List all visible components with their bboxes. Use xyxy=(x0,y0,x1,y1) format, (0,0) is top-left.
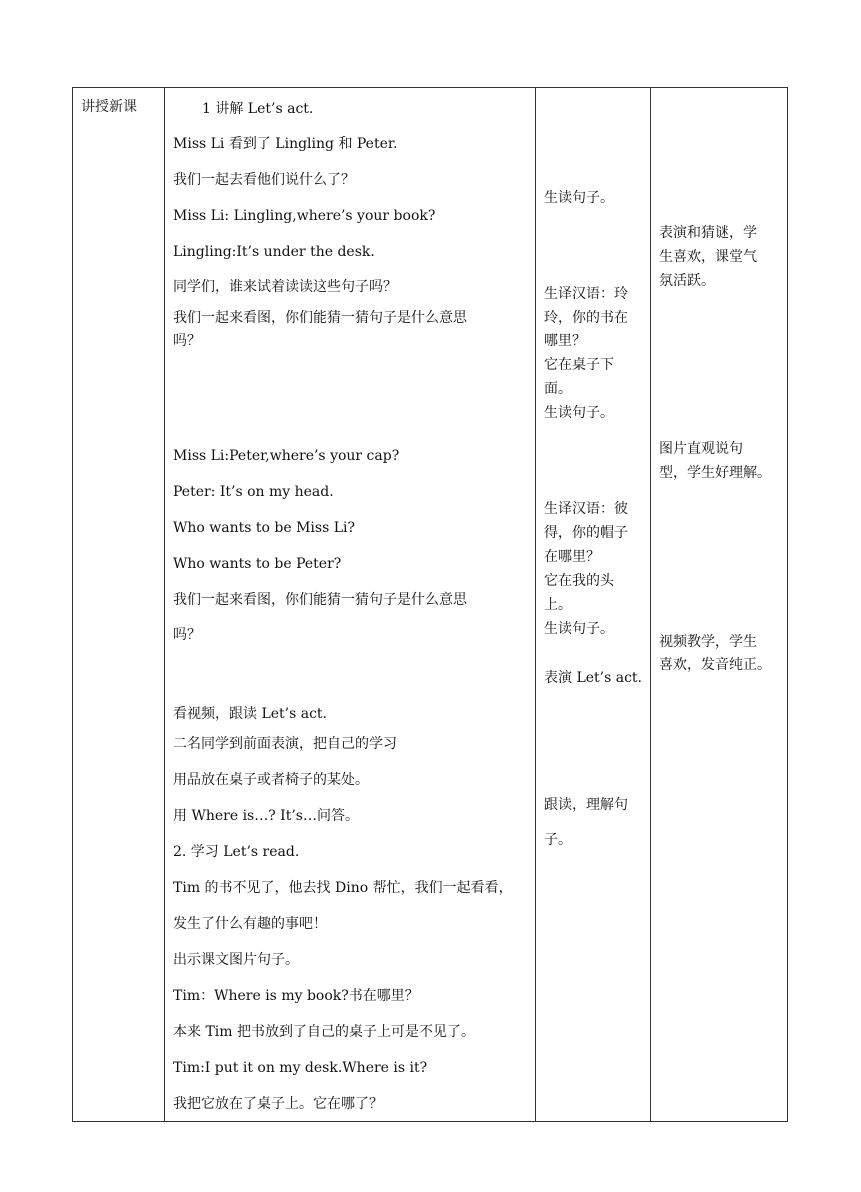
lesson-table xyxy=(72,87,788,1122)
intent-line: 氛活跃。 xyxy=(659,273,715,289)
content-line: 我们一起来看图，你们能猜一猜句子是什么意思 xyxy=(173,310,467,326)
content-line: Miss Li 看到了 Lingling 和 Peter. xyxy=(173,136,398,152)
activity-line: 在哪里？ xyxy=(544,549,600,565)
content-line: 同学们，谁来试着读读这些句子吗？ xyxy=(173,279,397,295)
activity-line: 上。 xyxy=(544,597,572,613)
teaching-content-cell xyxy=(165,88,535,1121)
content-line: 1 讲解 Let’s act. xyxy=(202,101,314,117)
activity-line: 生译汉语：玲 xyxy=(544,286,628,302)
content-line: 吗？ xyxy=(173,627,201,643)
activity-line: 生译汉语：彼 xyxy=(544,501,628,517)
student-activity-cell xyxy=(536,88,650,1121)
activity-line: 生读句子。 xyxy=(544,190,614,206)
content-line: 用品放在桌子或者椅子的某处。 xyxy=(173,772,369,788)
content-line: 我们一起来看图，你们能猜一猜句子是什么意思 xyxy=(173,592,467,608)
content-line: Miss Li:Peter,where’s your cap? xyxy=(173,448,400,464)
design-intent-cell xyxy=(651,88,788,1121)
content-line: 二名同学到前面表演，把自己的学习 xyxy=(173,736,397,752)
intent-line: 型，学生好理解。 xyxy=(659,465,771,481)
activity-line: 它在桌子下 xyxy=(544,357,614,373)
activity-line: 玲，你的书在 xyxy=(544,310,628,326)
intent-line: 喜欢，发音纯正。 xyxy=(659,657,771,673)
intent-line: 图片直观说句 xyxy=(659,441,743,457)
activity-line: 生读句子。 xyxy=(544,621,614,637)
content-line: Lingling:It’s under the desk. xyxy=(173,244,375,260)
activity-line: 得，你的帽子 xyxy=(544,525,628,541)
activity-line: 表演 Let’s act. xyxy=(544,670,643,686)
content-line: Tim：Where is my book?书在哪里？ xyxy=(173,988,419,1004)
intent-line: 视频教学，学生 xyxy=(659,634,757,650)
content-line: 出示课文图片句子。 xyxy=(173,952,299,968)
intent-line: 表演和猜谜，学 xyxy=(659,225,757,241)
content-line: 发生了什么有趣的事吧！ xyxy=(173,916,327,932)
content-line: 看视频，跟读 Let’s act. xyxy=(173,706,328,722)
content-line: 吗？ xyxy=(173,333,201,349)
content-line: 2. 学习 Let’s read. xyxy=(173,844,300,860)
intent-line: 生喜欢，课堂气 xyxy=(659,249,757,265)
content-line: 我们一起去看他们说什么了？ xyxy=(173,172,355,188)
section-cell xyxy=(73,88,164,1121)
activity-line: 子。 xyxy=(544,832,572,848)
content-line: Who wants to be Peter? xyxy=(173,556,342,572)
section-label: 讲授新课 xyxy=(81,99,137,115)
content-line: 本来 Tim 把书放到了自己的桌子上可是不见了。 xyxy=(173,1024,475,1040)
content-line: Tim 的书不见了，他去找 Dino 帮忙，我们一起看看， xyxy=(173,880,513,896)
activity-line: 生读句子。 xyxy=(544,405,614,421)
activity-line: 面。 xyxy=(544,381,572,397)
content-line: Who wants to be Miss Li? xyxy=(173,520,356,536)
content-line: Peter: It’s on my head. xyxy=(173,484,334,500)
content-line: 用 Where is…? It’s…问答。 xyxy=(173,808,359,824)
content-line: Miss Li: Lingling,where’s your book? xyxy=(173,208,436,224)
content-line: 我把它放在了桌子上。它在哪了？ xyxy=(173,1096,383,1112)
content-line: Tim:I put it on my desk.Where is it? xyxy=(173,1060,428,1076)
activity-line: 它在我的头 xyxy=(544,573,614,589)
activity-line: 跟读，理解句 xyxy=(544,797,628,813)
activity-line: 哪里？ xyxy=(544,333,586,349)
